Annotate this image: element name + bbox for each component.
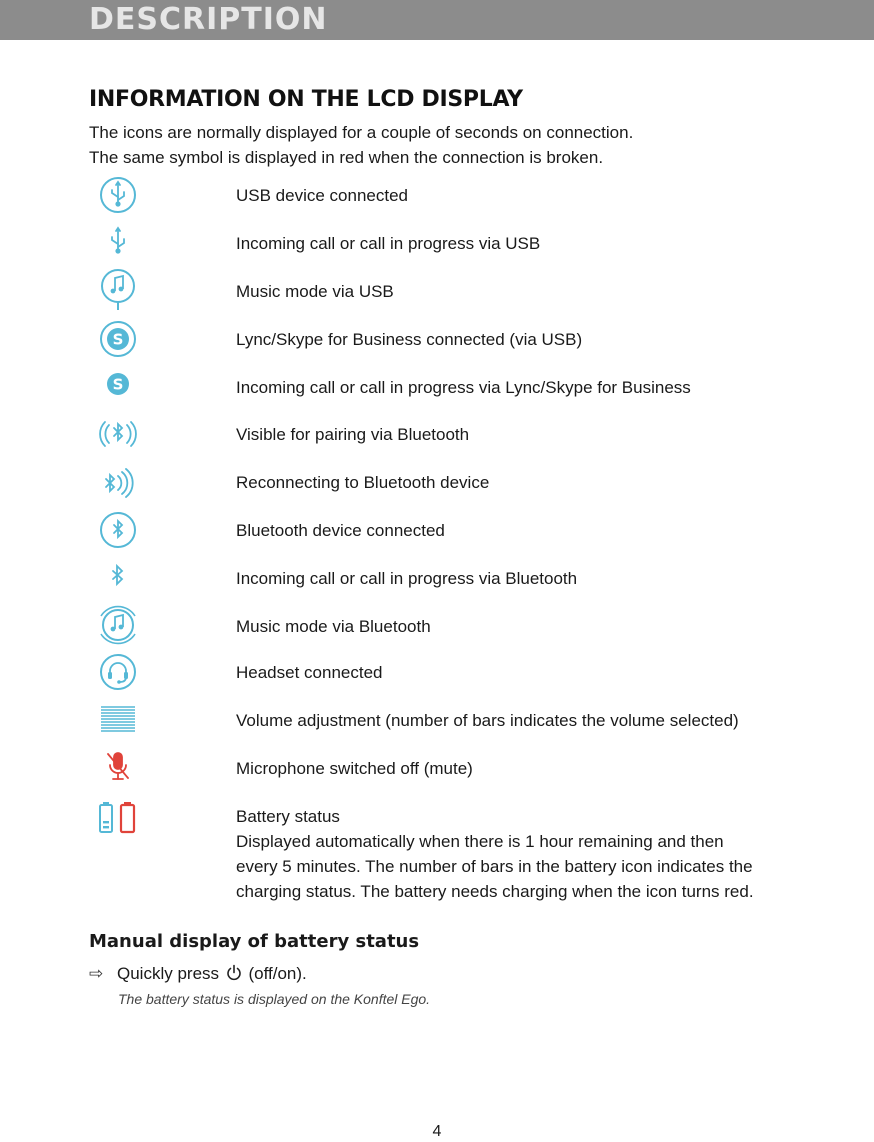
battery-title: Battery status [236, 807, 340, 826]
icon-row [0, 459, 874, 507]
icon-row [0, 220, 874, 268]
battery-status-icon [96, 798, 142, 838]
music-usb-icon [96, 268, 142, 314]
usb-circle-icon [96, 172, 142, 218]
icon-row [0, 172, 874, 220]
battery-line-1: Displayed automatically when there is 1 hour remaining and then [236, 832, 724, 851]
icon-row [0, 603, 874, 651]
icon-label: Headset connected [236, 663, 383, 682]
icon-label: Incoming call or call in progress via USB [236, 234, 541, 253]
icon-label: Microphone switched off (mute) [236, 759, 473, 778]
icon-row [0, 364, 874, 412]
icon-label: Music mode via Bluetooth [236, 617, 431, 636]
microphone-muted-icon [96, 745, 142, 791]
intro-line-1: The icons are normally displayed for a couple of seconds on connection. [89, 123, 634, 142]
header-bar [0, 0, 874, 40]
bluetooth-reconnecting-icon [96, 459, 142, 505]
battery-description [236, 804, 796, 904]
icon-label: Volume adjustment (number of bars indicates the volume selected) [236, 711, 739, 730]
icon-row [0, 555, 874, 603]
skype-icon [96, 364, 142, 410]
icon-row [0, 697, 874, 745]
headset-icon [96, 649, 142, 695]
icon-label: Incoming call or call in progress via Bluetooth [236, 569, 578, 588]
icon-label: Incoming call or call in progress via Lync/Skype for Business [236, 378, 691, 397]
svg-text:S: S [112, 375, 124, 394]
icon-row [0, 507, 874, 555]
icon-label: Lync/Skype for Business connected (via USB) [236, 330, 583, 349]
section-title: INFORMATION ON THE LCD DISPLAY [89, 87, 523, 112]
icon-row [0, 316, 874, 364]
bluetooth-icon [96, 555, 142, 601]
bluetooth-visible-icon [96, 411, 142, 457]
page-number: 4 [432, 1123, 442, 1140]
icon-label: Bluetooth device connected [236, 521, 445, 540]
battery-line-2: every 5 minutes. The number of bars in the battery icon indicates the [236, 857, 753, 876]
skype-circle-icon [96, 316, 142, 362]
header-title: DESCRIPTION [89, 2, 328, 37]
power-icon [226, 964, 242, 982]
battery-line-3: charging status. The battery needs charging when the icon turns red. [236, 882, 754, 901]
icon-row [0, 411, 874, 459]
svg-text:S: S [112, 330, 124, 349]
icon-row [0, 745, 874, 793]
manual-step [89, 962, 307, 986]
intro-line-2: The same symbol is displayed in red when the connection is broken. [89, 148, 604, 167]
manual-note: The battery status is displayed on the Konftel Ego. [118, 991, 431, 1007]
step-text-before: Quickly press [117, 964, 220, 983]
icon-label: Music mode via USB [236, 282, 394, 301]
intro-text [89, 120, 633, 170]
icon-label: USB device connected [236, 186, 408, 205]
icon-label: Reconnecting to Bluetooth device [236, 473, 490, 492]
icon-row [0, 649, 874, 697]
manual-title: Manual display of battery status [89, 931, 420, 952]
icon-row [0, 268, 874, 316]
arrow-right-icon: ⇨ [89, 964, 104, 983]
music-bluetooth-icon [96, 603, 142, 649]
usb-icon [96, 220, 142, 266]
icon-label: Visible for pairing via Bluetooth [236, 425, 470, 444]
step-text-after: (off/on). [248, 964, 307, 983]
bluetooth-circle-icon [96, 507, 142, 553]
volume-bars-icon [96, 697, 142, 743]
